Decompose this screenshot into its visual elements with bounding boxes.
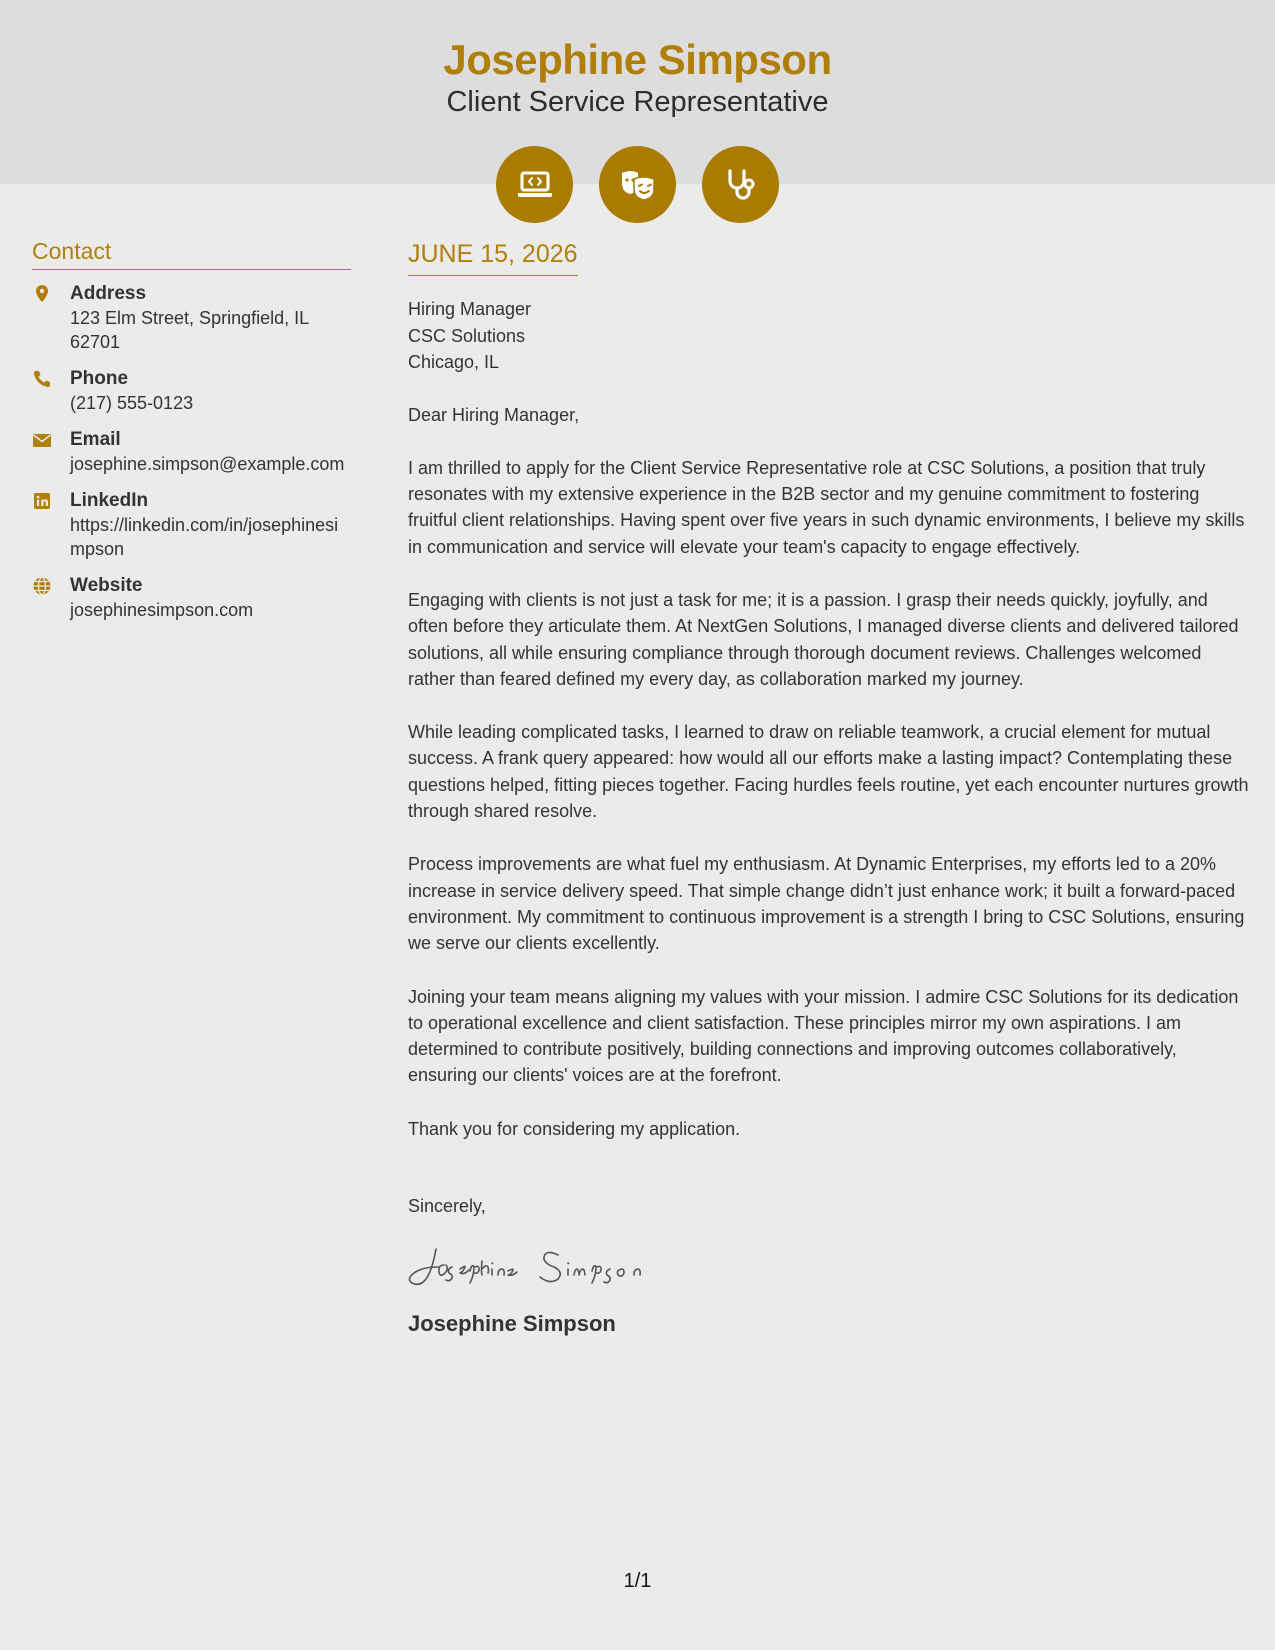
email-label: Email	[70, 429, 121, 450]
theater-masks-badge	[599, 146, 676, 223]
signature-name: Josephine Simpson	[408, 1311, 616, 1337]
recipient-line: Chicago, IL	[408, 352, 500, 372]
phone-label: Phone	[70, 368, 129, 389]
envelope-icon	[32, 430, 52, 450]
laptop-code-icon	[515, 165, 555, 205]
badge-row	[496, 146, 780, 222]
recipient-line: Hiring Manager	[408, 299, 532, 319]
letter-body	[408, 240, 1250, 1337]
map-pin-icon	[32, 284, 52, 304]
body-paragraph: I am thrilled to apply for the Client Service Representative role at CSC Solutions, a position that truly resonates with my extensive experience in the B2B sector and my genuine commitment to fostering fruitful client relationships. Having spent over five years in such dynamic environments, I believe my skills in communication and service will elevate your team's capacity to engage effectively.	[408, 457, 1245, 557]
website-value[interactable]: josephinesimpson.com	[70, 600, 254, 620]
contact-phone	[32, 367, 351, 415]
body-paragraph: While leading complicated tasks, I learned to draw on reliable teamwork, a crucial element for mutual success. A frank query appeared: how would all our efforts make a lasting impact? Contemplating these questions helped, fitting pieces together. Facing hurdles feels routine, yet each encounter nurtures growth through shared resolve.	[408, 722, 1249, 822]
recipient-block	[408, 296, 1250, 376]
contact-sidebar	[32, 238, 351, 635]
page-number: 1/1	[623, 1570, 652, 1592]
email-value[interactable]: josephine.simpson@example.com	[70, 454, 345, 474]
stethoscope-icon	[721, 165, 761, 205]
recipient-line: CSC Solutions	[408, 325, 526, 346]
contact-linkedin	[32, 489, 351, 561]
contact-address	[32, 282, 351, 354]
closing: Sincerely,	[408, 1196, 486, 1217]
address-value: 123 Elm Street, Springfield, IL 62701	[70, 308, 309, 352]
candidate-role: Client Service Representative	[446, 86, 829, 118]
body-paragraph: Process improvements are what fuel my enthusiasm. At Dynamic Enterprises, my efforts led to a 20% increase in service delivery speed. That simple change didn’t just enhance work; it built a forward-paced environment. My commitment to continuous improvement is a strength I bring to CSC Solutions, ensuring we serve our clients excellently.	[408, 854, 1245, 954]
body-paragraph: Joining your team means aligning my values with your mission. I admire CSC Solutions for its dedication to operational excellence and client satisfaction. These principles mirror my own aspirations. I am determined to contribute positively, building connections and improving outcomes collaboratively, ensuring our clients' voices are at the forefront.	[408, 986, 1239, 1086]
website-label: Website	[70, 575, 143, 596]
letter-date: JUNE 15, 2026	[408, 240, 578, 276]
body-paragraph: Engaging with clients is not just a task for me; it is a passion. I grasp their needs quickly, joyfully, and often before they articulate them. At NextGen Solutions, I managed diverse clients and delivered tailored solutions, all while ensuring compliance through thorough document reviews. Challenges welcomed rather than feared defined my every day, as collaboration marked my journey.	[408, 589, 1239, 689]
contact-website	[32, 574, 351, 622]
laptop-code-badge	[496, 146, 573, 223]
phone-icon	[32, 369, 52, 389]
signature-scribble	[408, 1243, 668, 1289]
linkedin-icon	[32, 491, 52, 511]
theater-masks-icon	[618, 165, 658, 205]
salutation: Dear Hiring Manager,	[408, 404, 580, 425]
linkedin-value[interactable]: https://linkedin.com/in/josephinesimpson	[70, 515, 339, 559]
stethoscope-badge	[702, 146, 779, 223]
contact-email	[32, 428, 351, 476]
contact-heading: Contact	[32, 238, 351, 270]
address-label: Address	[70, 283, 147, 304]
linkedin-label: LinkedIn	[70, 490, 149, 511]
body-paragraph: Thank you for considering my application.	[408, 1118, 741, 1139]
globe-icon	[32, 576, 52, 596]
candidate-name: Josephine Simpson	[443, 36, 832, 83]
handwritten-signature	[408, 1243, 668, 1289]
phone-value[interactable]: (217) 555-0123	[70, 393, 194, 413]
